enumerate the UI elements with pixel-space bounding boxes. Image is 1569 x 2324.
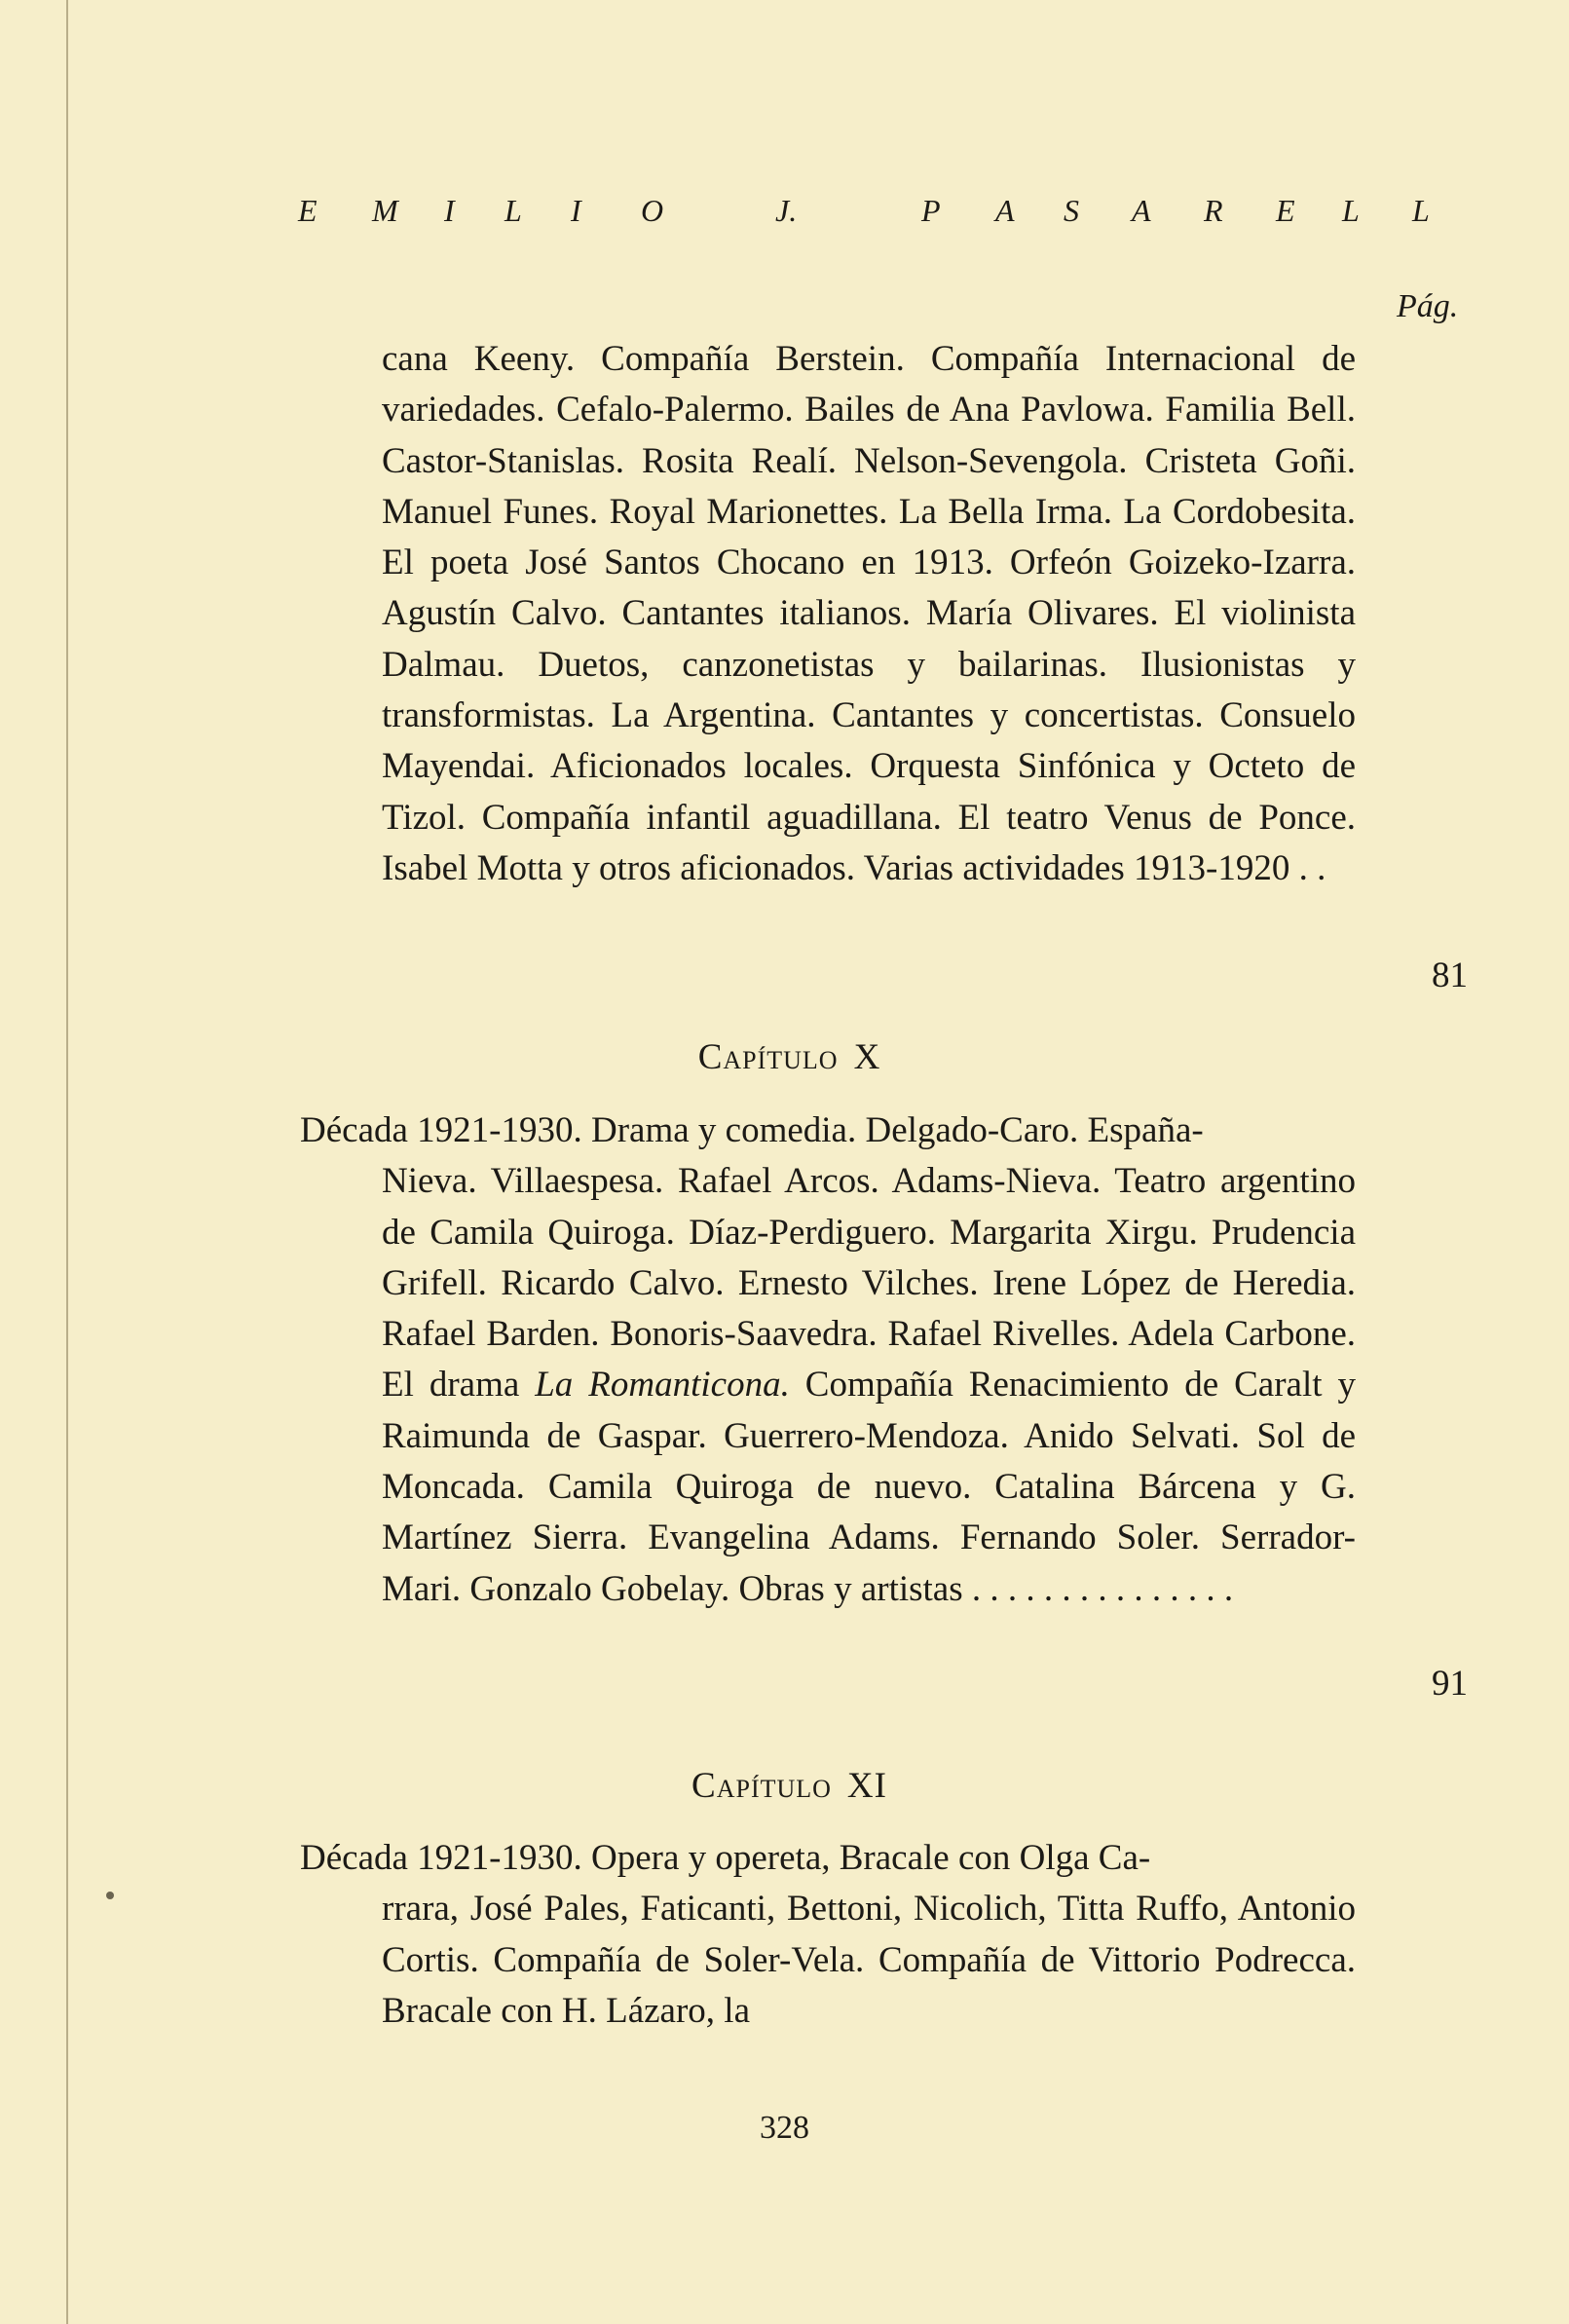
toc-entry-decada-drama (300, 1106, 1356, 1615)
header-letter: E (298, 193, 318, 228)
header-letter: P (921, 193, 941, 228)
chapter-heading-x (0, 1036, 1569, 1078)
header-letter: I (444, 193, 455, 228)
toc-entry-decada-opera (300, 1833, 1356, 2037)
chapter-heading-xi (0, 1765, 1569, 1807)
margin-dot (106, 1892, 114, 1899)
binding-edge (66, 0, 68, 2324)
toc-entry-continuation (382, 334, 1356, 894)
header-letter: L (1342, 193, 1360, 228)
header-letter: O (641, 193, 664, 228)
header-letter: L (1412, 193, 1430, 228)
header-letter: I (571, 193, 581, 228)
entry-text: Nieva. Villaespesa. Rafael Arcos. Adams-Nieva. Teatro argentino de Camila Quiroga. Díaz-Perdiguero. Margarita Xirgu. Prudencia Grifell. Ricardo Calvo. Ernesto Vilches. Irene López de Heredia. Rafael Barden. Bonoris-Saavedra. Rafael Rivelles. Adela Carbone. El drama (382, 1161, 1356, 1406)
chapter-label: Capítulo (691, 1766, 832, 1806)
page-number-91: 91 (1432, 1664, 1468, 1704)
page-number-81: 81 (1432, 956, 1468, 995)
page-column-label: Pág. (1397, 288, 1459, 324)
entry-text: Compañía Renacimiento de Caralt y Raimunda de Gaspar. Guerrero-Mendoza. Anido Selvati. Sol de Moncada. Camila Quiroga de nuevo. Catalina Bárcena y G. Martínez Sierra. Evangelina Adams. Fernando Soler. Serrador-Mari. Gonzalo Gobelay. Obras y (382, 1365, 1356, 1609)
entry-text: cana Keeny. Compañía Berstein. Compañía Internacional de variedades. Cefalo-Palermo. Bailes de Ana Pavlowa. Familia Bell. Castor-Stanislas. Rosita Realí. Nelson-Sevengola. Cristeta Goñi. Manuel Funes. Royal Marionettes. La Bella Irma. La Cordobesita. El poeta José Santos Chocano en 1913. Orfeón Goizeko-Izarra. Agustín Calvo. Cantantes italianos. María Olivares. El violinista Dalmau. Duetos, canzonetistas y bailarinas. Ilusionistas y transformistas. La Argentina. Cantantes y concertistas. Consuelo Mayendai. Aficionados locales. Orquesta Sinfónica y Octeto de Tizol. Compañía infantil aguadillana. El teatro Venus de Ponce. Isabel Motta y otros aficionados. Varias actividades 1913-1920 . . (382, 339, 1356, 888)
header-letter: S (1064, 193, 1079, 228)
header-letter: J. (775, 193, 798, 228)
chapter-numeral: XI (846, 1766, 887, 1806)
header-letter: A (1132, 193, 1151, 228)
header-letter: M (372, 193, 398, 228)
header-letter: A (995, 193, 1015, 228)
header-letter: E (1276, 193, 1295, 228)
chapter-label: Capítulo (697, 1037, 839, 1077)
header-letter: L (504, 193, 522, 228)
entry-last-line: artistas . . . . . . . . . . . . . . . (860, 1568, 1234, 1609)
entry-text: rrara, José Pales, Faticanti, Bettoni, Nicolich, Titta Ruffo, Antonio Cortis. Compañía de Soler-Vela. Compañía de Vittorio Podrecca. Bracale con H. Lázaro, la (382, 1889, 1356, 2031)
entry-first-line: Década 1921-1930. Drama y comedia. Delgado-Caro. España- (300, 1110, 1204, 1150)
entry-first-line: Década 1921-1930. Opera y opereta, Bracale con Olga Ca- (300, 1838, 1151, 1878)
chapter-numeral: X (853, 1037, 881, 1077)
header-letter: R (1204, 193, 1223, 228)
folio-page-number: 328 (760, 2110, 809, 2146)
entry-italic-title: La Romanticona. (535, 1365, 790, 1406)
